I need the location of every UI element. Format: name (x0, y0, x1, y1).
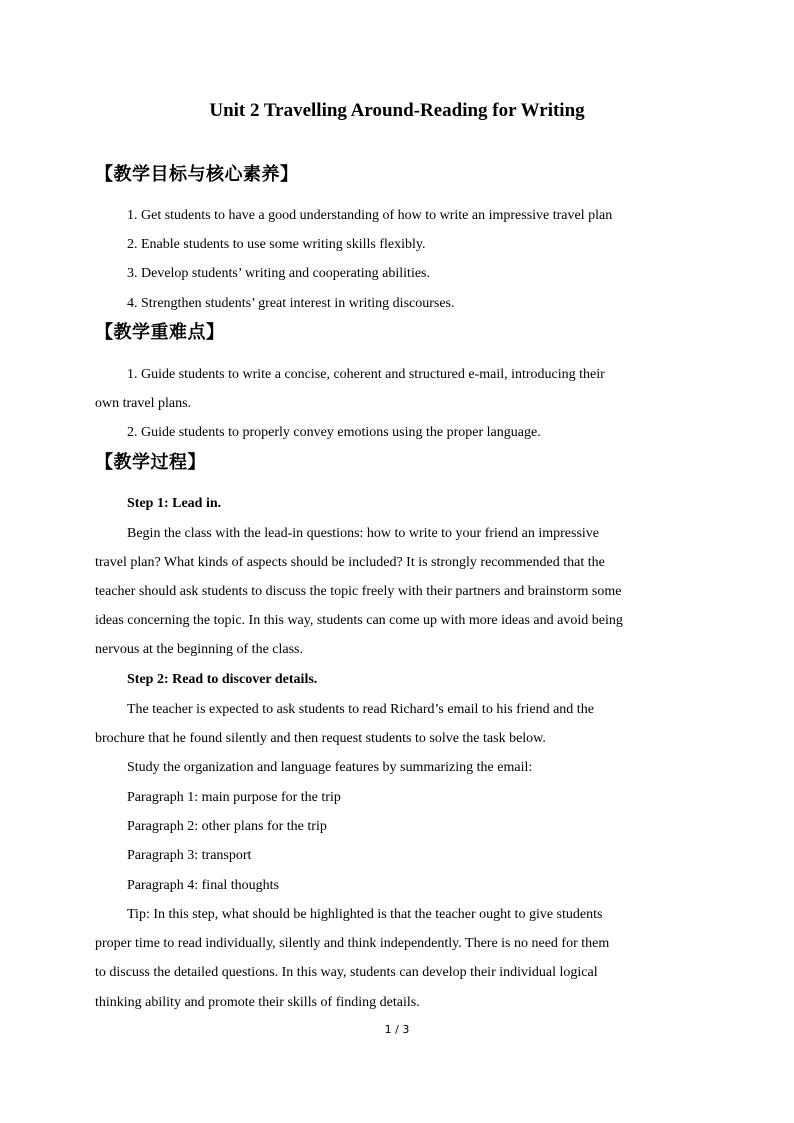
key-point-item: 1. Guide students to write a concise, coherent and structured e-mail, introducing their (127, 367, 605, 382)
tip-line: proper time to read individually, silently and think independently. There is no need for them (95, 936, 610, 951)
objectives-heading: 【教学目标与核心素养】 (95, 164, 299, 185)
key-point-item: 2. Guide students to properly convey emotions using the proper language. (127, 425, 541, 440)
tip-line: Tip: In this step, what should be highlighted is that the teacher ought to give students (127, 907, 603, 922)
tip-line: to discuss the detailed questions. In this way, students can develop their individual logical (95, 965, 598, 980)
step1-paragraph-line: nervous at the beginning of the class. (95, 642, 304, 657)
paragraph-summary-item: Paragraph 1: main purpose for the trip (127, 790, 341, 805)
step2-paragraph-line: The teacher is expected to ask students to read Richard’s email to his friend and the (127, 702, 594, 717)
step1-paragraph-line: teacher should ask students to discuss the topic freely with their partners and brainstorm some (95, 584, 622, 599)
page-number: 1 / 3 (384, 1023, 410, 1036)
objective-item: 1. Get students to have a good understanding of how to write an impressive travel plan (127, 208, 613, 223)
step1-paragraph-line: Begin the class with the lead-in questions: how to write to your friend an impressive (127, 526, 600, 541)
step1-title: Step 1: Lead in. (127, 496, 222, 511)
objective-item: 3. Develop students’ writing and cooperating abilities. (127, 266, 431, 281)
step1-paragraph-line: ideas concerning the topic. In this way, students can come up with more ideas and avoid being (95, 613, 623, 628)
tip-line: thinking ability and promote their skills of finding details. (95, 995, 420, 1010)
key-point-item-continued: own travel plans. (95, 396, 192, 411)
document-title: Unit 2 Travelling Around-Reading for Writing (209, 100, 585, 121)
paragraph-summary-item: Paragraph 4: final thoughts (127, 878, 280, 893)
objective-item: 4. Strengthen students’ great interest in writing discourses. (127, 296, 455, 311)
step2-paragraph-line: brochure that he found silently and then request students to solve the task below. (95, 731, 546, 746)
step2-title: Step 2: Read to discover details. (127, 672, 318, 687)
step1-paragraph-line: travel plan? What kinds of aspects should be included? It is strongly recommended that the (95, 555, 605, 570)
key-points-heading: 【教学重难点】 (95, 322, 225, 343)
process-heading: 【教学过程】 (95, 452, 206, 473)
step2-study-line: Study the organization and language features by summarizing the email: (127, 760, 533, 775)
objective-item: 2. Enable students to use some writing skills flexibly. (127, 237, 426, 252)
paragraph-summary-item: Paragraph 3: transport (127, 848, 252, 863)
paragraph-summary-item: Paragraph 2: other plans for the trip (127, 819, 327, 834)
